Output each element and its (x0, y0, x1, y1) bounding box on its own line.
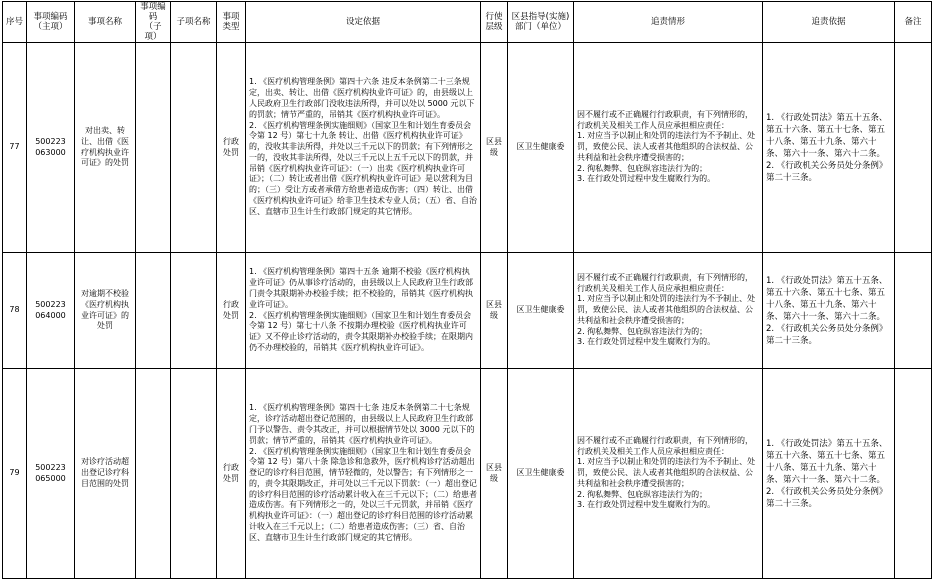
cell-no: 77 (3, 43, 27, 253)
cell-no: 79 (3, 369, 27, 579)
cell-code-text: 500223 065000 (35, 462, 66, 483)
cell-level: 区县级 (481, 253, 508, 369)
header-dept-text: 区县指导(实施) 部门（单位） (511, 12, 570, 32)
cell-dept: 区卫生健康委 (508, 43, 574, 253)
table-row (3, 43, 932, 253)
cell-no: 78 (3, 253, 27, 369)
cell-type: 行政处罚 (217, 253, 246, 369)
cell-remark (895, 253, 932, 369)
cell-code (27, 369, 75, 579)
cell-accountability-text: 因不履行或不正确履行行政职责，有下列情形的，行政机关及相关工作人员应承担相应责任： 1. 对应当予以制止和处罚的违法行为不予制止、处罚，致使公民、法人或者其他组织的合法权益、公共利益和社会秩序遭受损害的； 2. 徇私舞弊、包庇纵容违法行为的； 3. 在行政处罚过程中发生腐败行为的。 (577, 109, 756, 184)
cell-code-text: 500223 063000 (35, 136, 66, 157)
cell-acc-basis-text: 1. 《行政处罚法》第五十五条、第五十六条、第五十七条、第五十八条、第五十九条、第六十条、第六十一条、第六十二条。 2. 《行政机关公务员处分条例》第二十三条。 (766, 275, 888, 346)
header-no: 序号 (3, 2, 27, 43)
cell-code-text: 500223 064000 (35, 299, 66, 320)
header-level (481, 2, 508, 43)
cell-name: 对诊疗活动超出登记诊疗科目范围的处罚 (75, 369, 136, 579)
cell-sub-code (136, 253, 171, 369)
cell-acc-basis (763, 253, 895, 369)
cell-sub-name (171, 253, 217, 369)
cell-acc-basis-text: 1. 《行政处罚法》第五十五条、第五十六条、第五十七条、第五十八条、第五十九条、第六十条、第六十一条、第六十二条。 2. 《行政机关公务员处分条例》第二十三条。 (766, 112, 888, 183)
cell-type: 行政处罚 (217, 369, 246, 579)
cell-basis (246, 43, 481, 253)
cell-remark (895, 369, 932, 579)
cell-level: 区县级 (481, 369, 508, 579)
header-type (217, 2, 246, 43)
cell-basis (246, 369, 481, 579)
cell-basis (246, 253, 481, 369)
cell-acc-basis (763, 369, 895, 579)
header-acc-basis: 追责依据 (763, 2, 895, 43)
header-basis: 设定依据 (246, 2, 481, 43)
header-dept (508, 2, 574, 43)
cell-code (27, 43, 75, 253)
cell-acc-basis-text: 1. 《行政处罚法》第五十五条、第五十六条、第五十七条、第五十八条、第五十九条、第六十条、第六十一条、第六十二条。 2. 《行政机关公务员处分条例》第二十三条。 (766, 438, 888, 509)
cell-sub-name (171, 43, 217, 253)
cell-accountability-text: 因不履行或不正确履行行政职责，有下列情形的，行政机关及相关工作人员应承担相应责任： 1. 对应当予以制止和处罚的违法行为不予制止、处罚，致使公民、法人或者其他组织的合法权益、公共利益和社会秩序遭受损害的； 2. 徇私舞弊、包庇纵容违法行为的； 3. 在行政处罚过程中发生腐败行为的。 (577, 435, 756, 510)
table-row (3, 253, 932, 369)
cell-sub-code (136, 369, 171, 579)
table-header-row (3, 2, 932, 43)
cell-accountability (574, 43, 763, 253)
cell-sub-code (136, 43, 171, 253)
cell-code (27, 253, 75, 369)
header-code-sub (136, 2, 171, 43)
cell-accountability (574, 253, 763, 369)
cell-level: 区县级 (481, 43, 508, 253)
cell-name: 对出卖、转让、出借《医疗机构执业许可证》的处罚 (75, 43, 136, 253)
cell-accountability-text: 因不履行或不正确履行行政职责，有下列情形的，行政机关及相关工作人员应承担相应责任： 1. 对应当予以制止和处罚的违法行为不予制止、处罚，致使公民、法人或者其他组织的合法权益、公共利益和社会秩序遭受损害的； 2. 徇私舞弊、包庇纵容违法行为的； 3. 在行政处罚过程中发生腐败行为的。 (577, 272, 756, 347)
cell-name: 对逾期不校验《医疗机构执业许可证》的处罚 (75, 253, 136, 369)
power-list-table (2, 1, 932, 579)
header-code-sub-text: 事项编码 （子项） (140, 2, 166, 42)
header-accountability: 追责情形 (574, 2, 763, 43)
cell-dept: 区卫生健康委 (508, 253, 574, 369)
header-remark: 备注 (895, 2, 932, 43)
header-name: 事项名称 (75, 2, 136, 43)
table-row (3, 369, 932, 579)
cell-dept: 区卫生健康委 (508, 369, 574, 579)
cell-remark (895, 43, 932, 253)
cell-basis-text: 1. 《医疗机构管理条例》第四十六条 违反本条例第二十三条规定，出卖、转让、出借《医疗机构执业许可证》的，由县级以上人民政府卫生行政部门没收违法所得，并可以处以 5000 元以下的罚款；情节严重的，吊销其《医疗机构执业许可证》。 2. 《医疗机构管理条例实施细则》（国家卫生和计划生育委员会令第 12 号）第七十九条 转让、出借《医疗机构执业许可证》的，没收其非法所得，并处以三千元以下的罚款；有下列情形之一的，没收其非法所得，处以三千元以上五千元以下的罚款，并吊销《医疗机构执业许可证》：（一）出卖《医疗机构执业许可证》；（二）转让或者出借《医疗机构执业许可证》是以营利为目的；（三）受让方或者承借方给患者造成伤害；（四）转让、出借《医疗机构执业许可证》给非卫生技术专业人员；（五）省、自治区、直辖市卫生计生行政部门规定的其它情形。 (249, 77, 477, 216)
header-level-text: 行使 层级 (485, 12, 503, 32)
header-code-main-text: 事项编码 （主项） (33, 12, 68, 32)
cell-accountability (574, 369, 763, 579)
cell-type: 行政处罚 (217, 43, 246, 253)
header-code-main (27, 2, 75, 43)
header-sub-name: 子项名称 (171, 2, 217, 43)
header-type-text: 事项 类型 (222, 12, 240, 32)
cell-acc-basis (763, 43, 895, 253)
cell-basis-text: 1. 《医疗机构管理条例》第四十五条 逾期不校验《医疗机构执业许可证》仍从事诊疗活动的，由县级以上人民政府卫生行政部门责令其限期补办校验手续；拒不校验的，吊销其《医疗机构执业许可证》。 2. 《医疗机构管理条例实施细则》（国家卫生和计划生育委员会令第 12 号）第七十八条 不按期办理校验《医疗机构执业许可证》又不停止诊疗活动的，责令其限期补办校验手续；在限期内仍不办理校验的，吊销其《医疗机构执业许可证》。 (249, 267, 473, 352)
cell-basis-text: 1. 《医疗机构管理条例》第四十七条 违反本条例第二十七条规定，诊疗活动超出登记范围的，由县级以上人民政府卫生行政部门予以警告、责令其改正，并可以根据情节处以 3000 元以下的罚款；情节严重的，吊销其《医疗机构执业许可证》。 2. 《医疗机构管理条例实施细则》（国家卫生和计划生育委员会令第 12 号）第八十条 除急诊和急救外，医疗机构诊疗活动超出登记的诊疗科目范围，情节轻微的，处以警告；有下列情形之一的，责令其限期改正，并可处以三千元以下罚款：（一）超出登记的诊疗科目范围的诊疗活动累计收入在三千元以下；（二）给患者造成伤害。有下列情形之一的，处以三千元罚款，并吊销《医疗机构执业许可证》：（一）超出登记的诊疗科目范围的诊疗活动累计收入在三千元以上；（二）给患者造成伤害；（三）省、自治区、直辖市卫生计生行政部门规定的其它情形。 (249, 403, 477, 542)
cell-sub-name (171, 369, 217, 579)
